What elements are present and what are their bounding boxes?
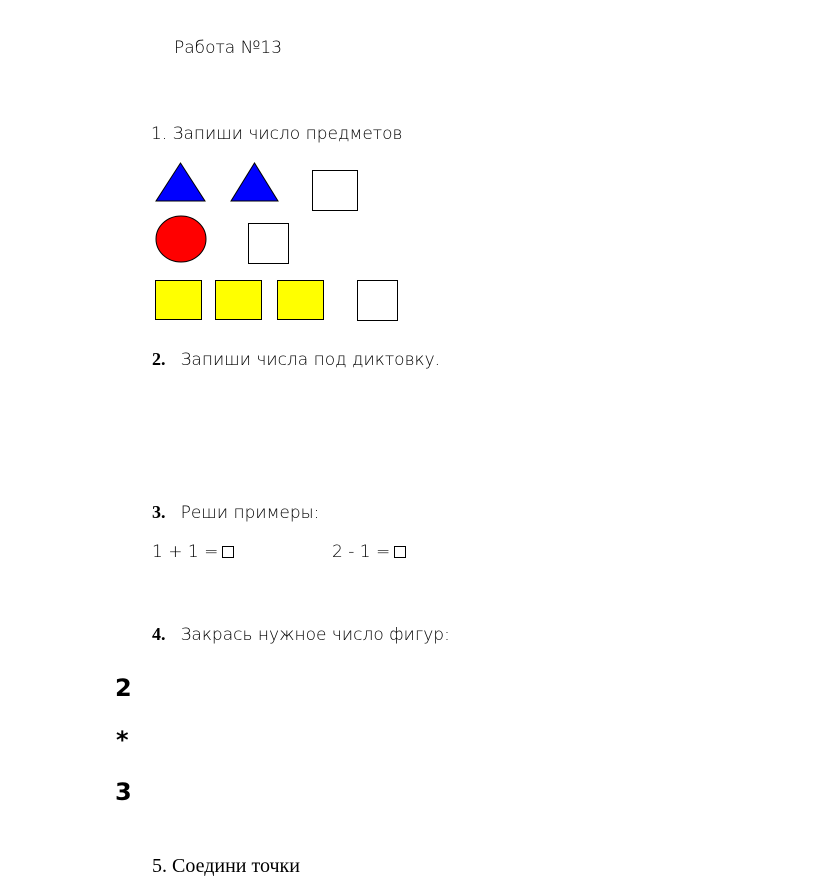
task-2-label: Запиши числа под диктовку. [180,350,441,370]
answer-box[interactable] [313,171,358,211]
task-4-number: 4. [152,624,166,644]
page-title: Работа №13 [174,38,283,58]
red-circle [156,216,206,262]
yellow-square [216,281,262,320]
task-4-label: Закрась нужное число фигур: [180,625,450,645]
task-4-row-label: 2 [115,674,132,702]
yellow-square [278,281,324,320]
blue-triangle [156,163,205,201]
answer-box[interactable] [249,224,289,264]
task-3-number: 3. [152,502,166,522]
answer-box[interactable] [394,546,406,558]
example-1-text: 1 + 1 = [152,542,219,562]
example-2 [332,542,406,562]
answer-box[interactable] [358,281,398,321]
example-1 [152,542,234,562]
yellow-square [156,281,202,320]
blue-triangle [231,163,278,201]
task-4 [152,624,450,645]
task-2-number: 2. [152,349,166,369]
task-5-label: 5. Соедини точки [152,855,300,877]
answer-box[interactable] [222,546,234,558]
task-4-row-label: 3 [115,778,132,806]
task-3 [152,502,319,523]
task-2 [152,349,440,370]
task-1-label: 1. Запиши число предметов [151,124,403,144]
task-3-label: Реши примеры: [180,503,320,523]
task-4-row-label: * [116,726,129,754]
example-2-text: 2 - 1 = [332,542,391,562]
